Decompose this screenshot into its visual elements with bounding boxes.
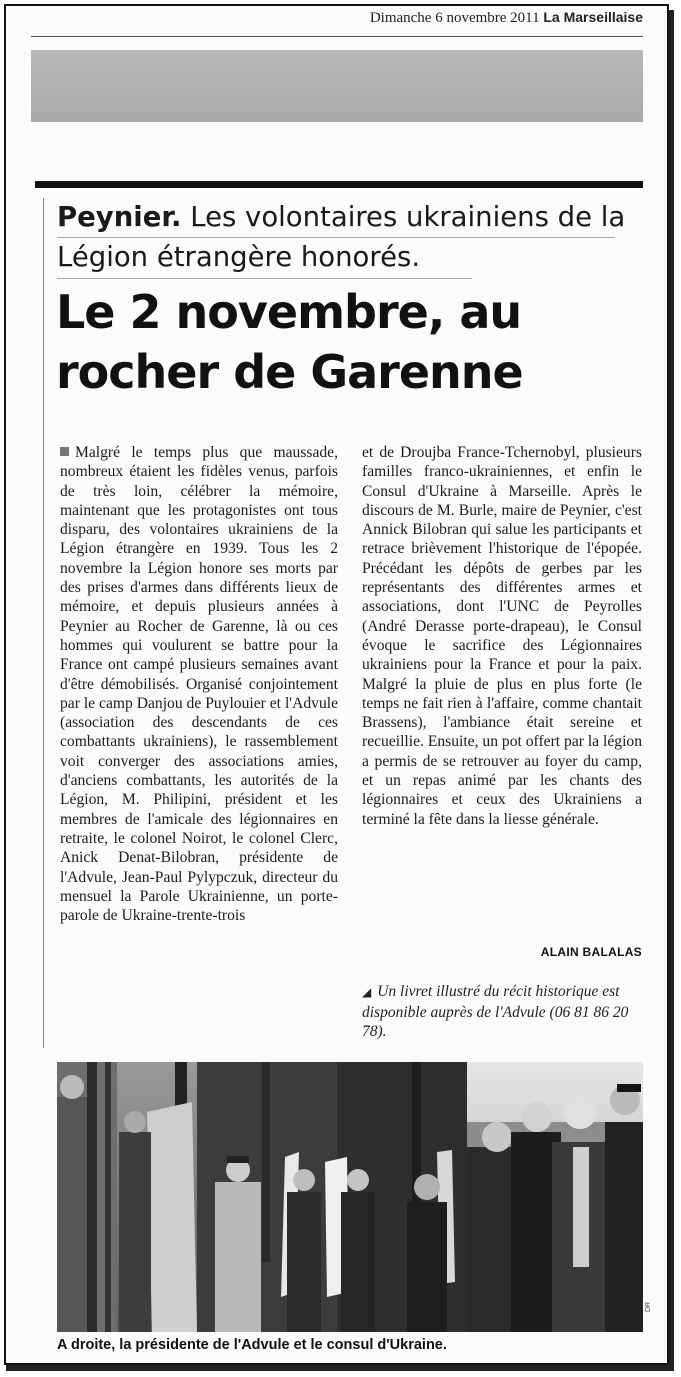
dateline <box>370 9 643 27</box>
paragraph-square-icon <box>60 447 69 456</box>
info-note-text: Un livret illustré du récit historique est disponible auprès de l'Advule (06 81 86 20 78). <box>362 983 629 1040</box>
article-headline: Le 2 novembre, au rocher de Garenne <box>56 285 523 399</box>
grey-banner <box>31 50 643 122</box>
article-left-rule <box>43 198 44 1048</box>
column-2-text: et de Droujba France-Tchernobyl, plusieurs familles franco-ukrainiennes, et enfin le Consul d'Ukraine à Marseille. Après le discours de M. Burle, maire de Peynier, c'est Annick Bilobran qui salue les participants et retrace brièvement l'historique de l'épopée. Précédant les dépôts de gerbes par les représentants des différentes armes et associations, dont l'UNC de Peyrolles (André Derasse porte-drapeau), le Consul évoque le sacrifice des Légionnaires ukrainiens pour la France et pour la paix. Malgré la pluie de plus en plus forte (le temps ne fait rien à l'affaire, comme chantait Brassens), l'ambiance était sereine et recueillie. Ensuite, un pot offert par la légion a permis de se retrouver au foyer du camp, et un repas animé par les chants des légionnaires et ceux des Ukrainiens a terminé la fête dans la liesse générale. <box>362 444 642 828</box>
kicker-place: Peynier. <box>57 201 182 233</box>
photo-caption: A droite, la présidente de l'Advule et le consul d'Ukraine. <box>57 1337 447 1353</box>
newspaper-name: La Marseillaise <box>543 9 643 25</box>
article-column-1 <box>60 443 338 925</box>
triangle-bullet-icon: ◢ <box>362 985 372 999</box>
kicker-text: Les volontaires ukrainiens de la Légion étrangère honorés. <box>57 201 626 273</box>
kicker-rule <box>57 237 615 238</box>
article-column-2 <box>362 443 642 829</box>
article-byline: ALAIN BALALAS <box>540 945 642 959</box>
clipping-shadow-right <box>669 10 674 1371</box>
issue-date-text: Dimanche 6 novembre 2011 <box>369 10 540 26</box>
ceremony-photo-image <box>57 1062 643 1332</box>
clipping-shadow-bottom <box>6 1365 673 1371</box>
header-rule <box>31 36 643 37</box>
article-top-rule <box>35 181 643 188</box>
ceremony-photo <box>57 1062 643 1332</box>
info-note <box>362 982 642 1042</box>
photo-credit: DR <box>645 1301 652 1312</box>
kicker-rule-2 <box>57 278 472 279</box>
column-1-text: Malgré le temps plus que maussade, nombreux étaient les fidèles venus, parfois de très loin, célébrer la mémoire, maintenant que les protagonistes ont tous disparu, des volontaires ukrainiens de la Légion étrangère en 1939. Tous les 2 novembre la Légion honore ses morts par des prises d'armes dans différents lieux de mémoire, et depuis plusieurs années à Peynier au Rocher de Garenne, là ou ces hommes qui voulurent se battre pour la France ont campé plusieurs semaines avant d'être démobilisés. Organisé conjointement par le camp Danjou de Puylouier et l'Advule (association des descendants de ces combattants ukrainiens), le rassemblement voit converger des associations amies, d'anciens combattants, les autorités de la Légion, M. Philipini, président et les membres de l'amicale des légionnaires en retraite, le colonel Noirot, le colonel Clerc, Anick Denat-Bilobran, présidente de l'Advule, Jean-Paul Pylypczuk, directeur du mensuel la Parole Ukrainienne, un porte-parole de Ukraine-trente-trois <box>60 444 338 925</box>
